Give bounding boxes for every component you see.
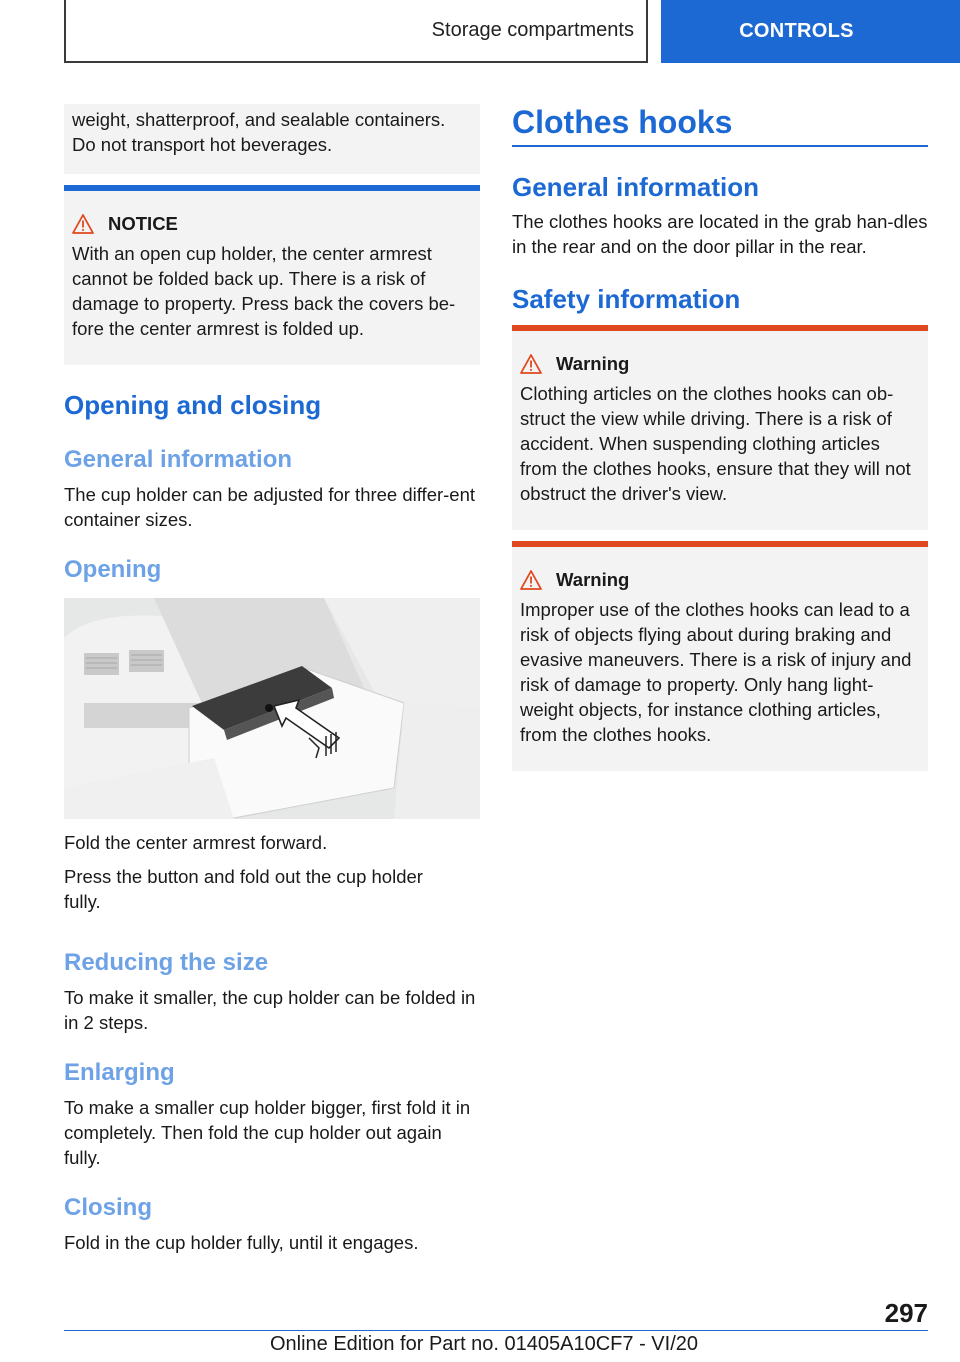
warning-2-title: Warning: [556, 569, 630, 590]
general-text: The cup holder can be adjusted for three differ-ent container sizes.: [64, 484, 476, 530]
general-text-right: The clothes hooks are located in the grab han-dles in the rear and on the door pillar in the rear.: [512, 211, 928, 257]
enlarging-text: To make a smaller cup holder bigger, first fold it in completely. Then fold the cup holder out again fully.: [64, 1097, 471, 1168]
heading-opening: Opening: [64, 556, 162, 583]
step-1: Fold the center armrest forward.: [64, 832, 328, 853]
heading-general-information: General information: [64, 446, 293, 473]
armrest-cup-holder-illustration: [64, 598, 480, 819]
heading-clothes-hooks: Clothes hooks: [512, 104, 733, 140]
header-section-tab: [64, 0, 648, 63]
warning-1-box: [512, 331, 928, 530]
continued-notice-text: weight, shatterproof, and sealable containers. Do not transport hot beverages.: [72, 109, 446, 155]
notice-text: With an open cup holder, the center armrest cannot be folded back up. There is a risk of damage to property. Press back the covers be-fore the center armrest is folded up.: [72, 243, 456, 339]
heading-reducing-size: Reducing the size: [64, 949, 269, 976]
heading-closing: Closing: [64, 1194, 152, 1221]
header-chapter-title: CONTROLS: [739, 20, 854, 42]
warning-triangle-icon: [520, 570, 542, 590]
notice-title: NOTICE: [108, 213, 178, 234]
footer-edition: Online Edition for Part no. 01405A10CF7 - VI/20: [269, 1333, 698, 1355]
warning-triangle-icon: [72, 214, 94, 234]
heading-opening-closing: Opening and closing: [64, 390, 322, 420]
reducing-text: To make it smaller, the cup holder can be folded in in 2 steps.: [64, 987, 476, 1033]
header-section-title: Storage compartments: [431, 19, 634, 41]
warning-2-text: Improper use of the clothes hooks can lead to a risk of objects flying about during braking and evasive maneuvers. There is a risk of injury and risk of damage to property. Only hang light-weight objects, for instance clothing articles, from the clothes hooks.: [520, 599, 912, 745]
step-2: Press the button and fold out the cup holder fully.: [64, 866, 423, 912]
continued-notice-box: [64, 104, 480, 174]
heading-enlarging: Enlarging: [64, 1059, 175, 1086]
warning-triangle-icon: [520, 354, 542, 374]
heading-general-information-right: General information: [512, 172, 760, 202]
warning-1-title-row: [520, 351, 920, 376]
closing-text: Fold in the cup holder fully, until it engages.: [64, 1232, 419, 1253]
header-chapter-tab: [661, 0, 960, 63]
heading-underline: [512, 145, 928, 147]
warning-1-title: Warning: [556, 353, 630, 374]
warning-1-text: Clothing articles on the clothes hooks can ob-struct the view while driving. There is a risk of accident. When suspending clothing articles from the clothes hooks, ensure that they will not obstruct the driver's view.: [520, 383, 911, 504]
warning-2-title-row: [520, 567, 920, 592]
page-number: 297: [884, 1298, 928, 1328]
heading-safety-information: Safety information: [512, 284, 741, 314]
notice-box: [64, 191, 480, 365]
warning-2-box: [512, 547, 928, 771]
notice-title-row: [72, 211, 472, 236]
footer-rule: [64, 1330, 928, 1331]
